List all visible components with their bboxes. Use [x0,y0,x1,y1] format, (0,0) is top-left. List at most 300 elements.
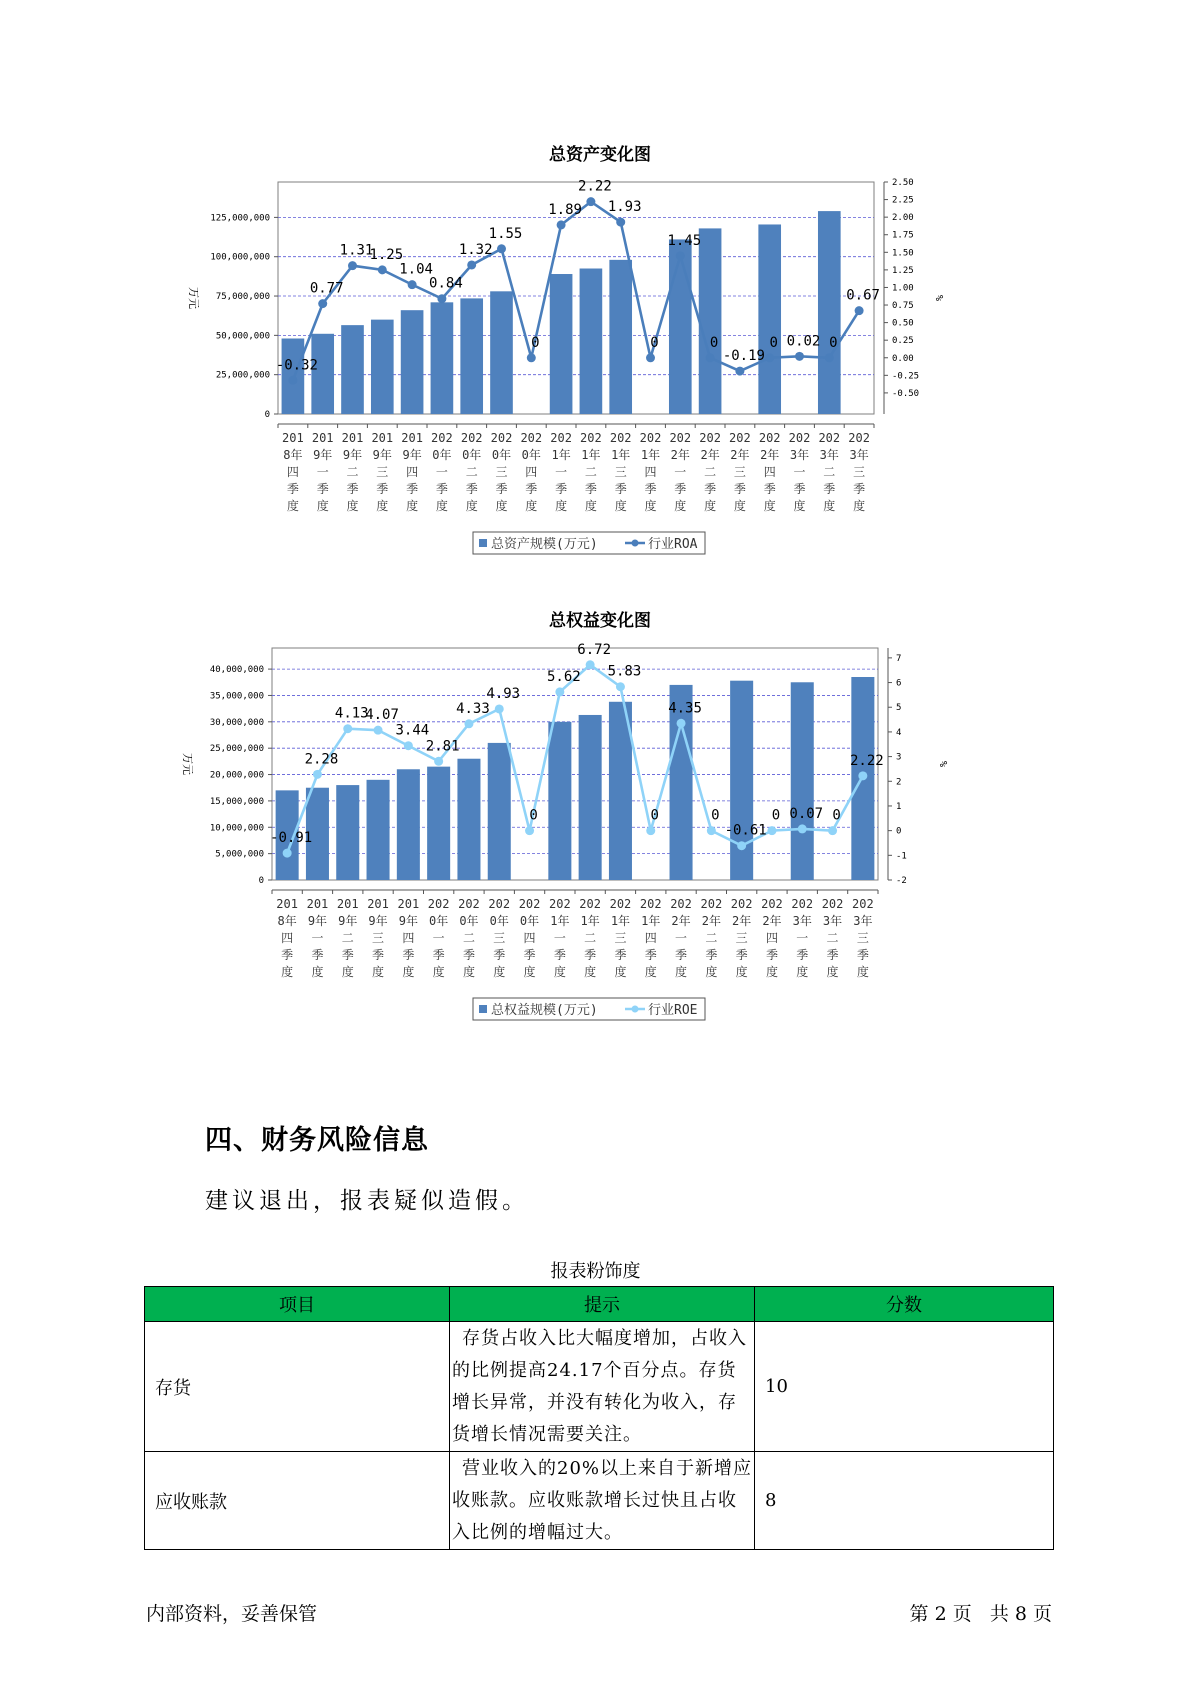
x-tick-label: 202 [609,897,632,911]
x-tick-label: 度 [733,499,746,513]
data-label: 5.83 [607,663,642,680]
assets-chart-title: 总资产变化图 [549,145,651,165]
x-tick-label: 2年 [732,914,752,928]
x-tick-label: 二 [823,465,836,479]
x-tick-label: 度 [372,965,385,979]
x-tick-label: 三 [376,465,389,479]
x-tick-label: 202 [549,897,571,911]
data-label: -0.32 [275,357,318,374]
x-tick-label: 四 [644,465,657,479]
y-left-tick-label: 25,000,000 [215,370,270,381]
x-tick-label: 202 [458,897,480,911]
line-point [767,826,776,835]
x-tick-label: 度 [462,965,475,979]
data-label: 4.93 [486,685,521,702]
data-label: 0 [769,334,778,351]
x-tick-label: 度 [614,965,627,979]
x-tick-label: 202 [852,897,874,911]
row-item: 存货 [145,1322,450,1452]
y-left-tick-label: 5,000,000 [215,849,264,860]
y-right-tick-label: 1 [896,801,902,812]
x-tick-label: 201 [282,431,304,445]
bar [609,260,632,414]
data-label: 4.33 [456,700,490,717]
bar [488,743,511,880]
bar [371,320,394,414]
equity-chart-title: 总权益变化图 [549,611,651,631]
legend-line-label: 行业ROA [648,537,698,552]
x-tick-label: 度 [584,965,597,979]
x-tick-label: 度 [316,499,329,513]
x-tick-label: 202 [788,431,811,445]
data-label: 1.32 [458,241,493,258]
x-tick-label: 四 [402,931,415,945]
data-label: 4.35 [668,700,702,717]
assets-chart [160,140,1040,580]
x-tick-label: 季 [553,948,566,962]
y-right-axis-title: % [933,294,944,302]
y-left-axis-title: 万元 [187,287,200,309]
x-tick-label: 度 [346,499,359,513]
x-tick-label: 一 [675,931,688,945]
x-tick-label: 202 [758,431,781,445]
x-tick-label: 度 [432,965,445,979]
line-point [676,251,685,260]
legend-bar-label: 总权益规模(万元) [491,1003,598,1018]
x-tick-label: 0年 [489,914,509,928]
legend-line-marker [632,1006,639,1013]
x-tick-label: 二 [465,465,478,479]
x-tick-label: 202 [639,897,662,911]
x-tick-label: 四 [644,931,657,945]
x-tick-label: 二 [346,465,359,479]
y-right-tick-label: 0.00 [892,353,914,364]
x-tick-label: 201 [336,897,359,911]
row-hint: 存货占收入比大幅度增加，占收入的比例提高24.17个百分点。存货增长异常，并没有转化为收入，存货增长情况需要关注。 [450,1322,755,1452]
x-tick-label: 季 [372,948,385,962]
x-tick-label: 202 [427,897,450,911]
row-score: 10 [755,1322,1054,1452]
x-tick-label: 3年 [822,914,843,928]
table-header-row [145,1287,1054,1322]
bar [669,239,692,414]
x-tick-label: 度 [286,499,299,513]
x-tick-label: 三 [856,931,869,945]
data-label: 0 [711,807,720,824]
x-tick-label: 季 [523,948,536,962]
bar [401,310,424,414]
x-tick-label: 201 [367,897,389,911]
x-tick-label: 度 [674,499,687,513]
x-tick-label: 三 [733,465,746,479]
y-right-tick-label: 4 [896,727,902,738]
data-label: 2.22 [578,178,612,195]
y-right-tick-label: 1.25 [892,265,914,276]
y-left-axis-title: 万元 [181,753,194,775]
line-point [497,244,506,253]
y-left-tick-label: 10,000,000 [209,823,264,834]
x-tick-label: 0年 [521,448,541,462]
x-tick-label: 201 [341,431,364,445]
line-point [737,841,746,850]
x-tick-label: 度 [493,965,506,979]
legend-bar-swatch [479,539,487,547]
x-tick-label: 202 [431,431,453,445]
x-tick-label: 二 [705,931,718,945]
line-point [348,261,357,270]
x-tick-label: 2年 [670,448,690,462]
x-tick-label: 季 [281,948,294,962]
risk-table [144,1286,1054,1550]
data-label: 0 [829,334,838,351]
x-tick-label: 2年 [701,914,721,928]
x-tick-label: 202 [518,897,541,911]
x-tick-label: 季 [793,482,806,496]
x-tick-label: 9年 [313,448,333,462]
x-tick-label: 3年 [819,448,839,462]
x-tick-label: 季 [525,482,538,496]
line-point [408,280,417,289]
data-label: 0.07 [789,805,824,822]
line-point [404,741,413,750]
x-tick-label: 0年 [429,914,449,928]
bar [550,274,573,414]
x-tick-label: 季 [733,482,746,496]
x-tick-label: 季 [584,948,597,962]
x-tick-label: 度 [823,499,836,513]
line-point [313,770,322,779]
y-right-axis-title: % [937,760,948,768]
x-tick-label: 二 [826,931,839,945]
x-tick-label: 二 [584,931,597,945]
line-point [288,376,297,385]
y-right-tick-label: -1 [896,851,907,862]
line-point [825,353,834,362]
y-left-tick-label: 0 [264,410,270,420]
y-right-tick-label: 0.75 [892,301,914,312]
line-point [374,726,383,735]
header-hint: 提示 [450,1287,755,1322]
data-label: 5.62 [546,668,581,685]
x-tick-label: 一 [796,931,809,945]
x-tick-label: 一 [435,465,448,479]
x-tick-label: 三 [493,931,506,945]
bar [460,298,483,414]
x-tick-label: 季 [853,482,866,496]
x-tick-label: 度 [465,499,478,513]
x-tick-label: 一 [316,465,329,479]
equity-chart [160,606,1040,1046]
x-tick-label: 201 [306,897,329,911]
line-point [525,826,534,835]
x-tick-label: 9年 [402,448,422,462]
x-tick-label: 度 [705,965,718,979]
x-tick-label: 度 [281,965,294,979]
x-tick-label: 1年 [551,448,571,462]
x-tick-label: 季 [465,482,478,496]
data-label: 1.55 [488,225,523,242]
bar [699,228,722,414]
x-tick-label: 四 [281,931,294,945]
bar [397,769,420,880]
y-right-tick-label: 2 [896,777,902,788]
x-tick-label: 202 [639,431,662,445]
x-tick-label: 一 [311,931,324,945]
x-tick-label: 四 [763,465,776,479]
line-point [855,306,864,315]
bar [580,269,603,414]
data-label: 1.89 [548,201,582,218]
legend [473,532,705,554]
x-tick-label: 二 [341,931,354,945]
line-point [318,299,327,308]
x-tick-label: 202 [669,431,692,445]
line-point [434,757,443,766]
line-point [795,352,804,361]
x-tick-label: 三 [495,465,508,479]
bar [431,302,454,414]
line-point [707,826,716,835]
x-tick-label: 季 [584,482,597,496]
x-tick-label: 一 [553,931,566,945]
x-tick-label: 季 [376,482,389,496]
data-label: 1.04 [399,261,433,278]
y-right-tick-label: 1.50 [892,248,914,259]
x-tick-label: 2年 [700,448,720,462]
x-tick-label: 季 [286,482,299,496]
x-tick-label: 202 [490,431,513,445]
data-label: 6.72 [577,641,612,658]
x-tick-label: 三 [735,931,748,945]
line-point [557,220,566,229]
x-tick-label: 季 [402,948,415,962]
y-right-tick-label: -0.50 [892,388,920,399]
x-tick-label: 度 [525,499,538,513]
y-right-tick-label: 2.00 [892,213,914,224]
x-tick-label: 季 [705,948,718,962]
bar [791,682,814,880]
x-tick-label: 季 [856,948,869,962]
x-tick-label: 202 [729,431,751,445]
x-tick-label: 8年 [283,448,303,462]
x-tick-label: 四 [525,465,538,479]
x-tick-label: 三 [614,465,627,479]
y-left-tick-label: 75,000,000 [215,292,270,303]
x-tick-label: 季 [462,948,475,962]
data-label: 1.93 [607,199,642,216]
x-tick-label: 9年 [372,448,392,462]
line-point [646,353,655,362]
x-tick-label: 度 [584,499,597,513]
x-tick-label: 度 [376,499,389,513]
footer-left: 内部资料，妥善保管 [146,1603,318,1625]
bar [336,785,359,880]
x-tick-label: 201 [371,431,394,445]
header-score: 分数 [755,1287,1054,1322]
line-point [616,682,625,691]
y-right-tick-label: 1.00 [892,283,914,294]
y-left-tick-label: 15,000,000 [209,796,264,807]
x-tick-label: 202 [821,897,844,911]
x-tick-label: 2年 [760,448,780,462]
bar [457,759,480,880]
bar [367,780,390,880]
header-item: 项目 [145,1287,450,1322]
y-right-tick-label: 6 [896,678,902,689]
x-tick-label: 四 [286,465,299,479]
x-tick-label: 季 [406,482,419,496]
x-tick-label: 0年 [519,914,540,928]
bar [311,334,334,414]
x-tick-label: 四 [406,465,419,479]
x-tick-label: 度 [402,965,415,979]
data-label: -0.19 [722,348,765,365]
x-tick-label: 202 [791,897,814,911]
x-tick-label: 二 [462,931,475,945]
y-left-tick-label: 100,000,000 [210,252,270,263]
line-point [437,294,446,303]
line-point [735,367,744,376]
x-tick-label: 1年 [611,448,631,462]
x-tick-label: 季 [763,482,776,496]
x-tick-label: 0年 [491,448,512,462]
x-tick-label: 季 [644,948,657,962]
x-tick-label: 一 [674,465,687,479]
x-tick-label: 季 [316,482,329,496]
x-tick-label: 202 [609,431,632,445]
y-left-tick-label: 20,000,000 [209,770,264,781]
table-caption: 报表粉饰度 [550,1261,641,1282]
data-label: 3.44 [395,722,430,739]
x-tick-label: 201 [397,897,420,911]
y-right-tick-label: 2.50 [892,178,914,188]
x-tick-label: 9年 [307,914,328,928]
line-point [586,197,595,206]
x-tick-label: 二 [704,465,717,479]
x-tick-label: 202 [460,431,483,445]
y-right-tick-label: 2.25 [892,195,914,206]
data-label: 0.67 [846,287,880,304]
table-row [145,1452,1054,1550]
x-tick-label: 1年 [580,914,600,928]
x-tick-label: 9年 [342,448,363,462]
data-label: 0 [531,334,540,351]
bar [548,722,571,880]
legend-line-marker [632,540,639,547]
line-point [706,353,715,362]
x-tick-label: 季 [826,948,839,962]
line-point [586,660,595,669]
equity-chart-svg [160,628,1040,1048]
x-tick-label: 度 [644,965,657,979]
section-body: 建议退出，报表疑似造假。 [205,1188,529,1214]
x-tick-label: 度 [553,965,566,979]
y-right-tick-label: 0.25 [892,336,914,347]
table-row [145,1322,1054,1452]
data-label: 2.28 [304,751,339,768]
x-tick-label: 度 [853,499,866,513]
line-point [828,826,837,835]
x-tick-label: 度 [435,499,448,513]
x-tick-label: 度 [614,499,627,513]
y-right-tick-label: 1.75 [892,230,914,241]
x-tick-label: 9年 [338,914,358,928]
line-point [464,719,473,728]
x-tick-label: 度 [763,499,776,513]
x-tick-label: 度 [311,965,324,979]
bar [579,715,602,880]
x-tick-label: 201 [276,897,298,911]
x-tick-label: 季 [346,482,359,496]
x-tick-label: 202 [520,431,543,445]
y-left-tick-label: 25,000,000 [209,744,264,755]
assets-chart-svg [160,162,1040,582]
x-tick-label: 度 [735,965,748,979]
x-tick-label: 一 [793,465,806,479]
y-left-tick-label: 40,000,000 [209,665,264,676]
x-tick-label: 度 [644,499,657,513]
data-label: 1.31 [339,242,374,259]
x-tick-label: 度 [856,965,869,979]
line-point [467,260,476,269]
bar [427,767,450,880]
y-right-tick-label: 0.50 [892,318,914,329]
x-tick-label: 度 [341,965,354,979]
y-right-tick-label: -2 [896,876,907,886]
x-tick-label: 四 [523,931,536,945]
data-label: 0 [529,807,538,824]
x-tick-label: 2年 [671,914,691,928]
line-point [798,824,807,833]
data-label: 0 [771,807,781,824]
x-tick-label: 202 [761,897,783,911]
y-right-tick-label: 7 [896,653,902,664]
x-tick-label: 二 [584,465,597,479]
x-tick-label: 一 [432,931,445,945]
x-tick-label: 2年 [730,448,750,462]
x-tick-label: 季 [735,948,748,962]
legend [473,998,705,1020]
section-heading: 四、财务风险信息 [205,1125,429,1156]
x-tick-label: 四 [765,931,778,945]
data-label: -0.91 [270,830,313,847]
x-tick-label: 1年 [581,448,601,462]
y-right-tick-label: -0.25 [892,371,920,382]
x-tick-label: 9年 [368,914,388,928]
data-label: 0 [832,807,841,824]
line-point [677,719,686,728]
data-label: -0.61 [724,822,767,839]
x-tick-label: 三 [614,931,627,945]
data-label: 0 [650,334,659,351]
x-tick-label: 3年 [849,448,869,462]
x-tick-label: 201 [401,431,423,445]
x-tick-label: 季 [495,482,508,496]
x-tick-label: 1年 [610,914,631,928]
x-tick-label: 季 [796,948,809,962]
data-label: 2.81 [425,738,460,755]
x-tick-label: 季 [704,482,717,496]
legend-bar-label: 总资产规模(万元) [491,537,598,552]
x-tick-label: 度 [406,499,419,513]
x-tick-label: 季 [493,948,506,962]
data-label: 4.07 [365,707,399,724]
x-tick-label: 季 [823,482,836,496]
line-point [646,826,655,835]
x-tick-label: 8年 [277,914,297,928]
x-tick-label: 三 [853,465,866,479]
line-point [378,265,387,274]
